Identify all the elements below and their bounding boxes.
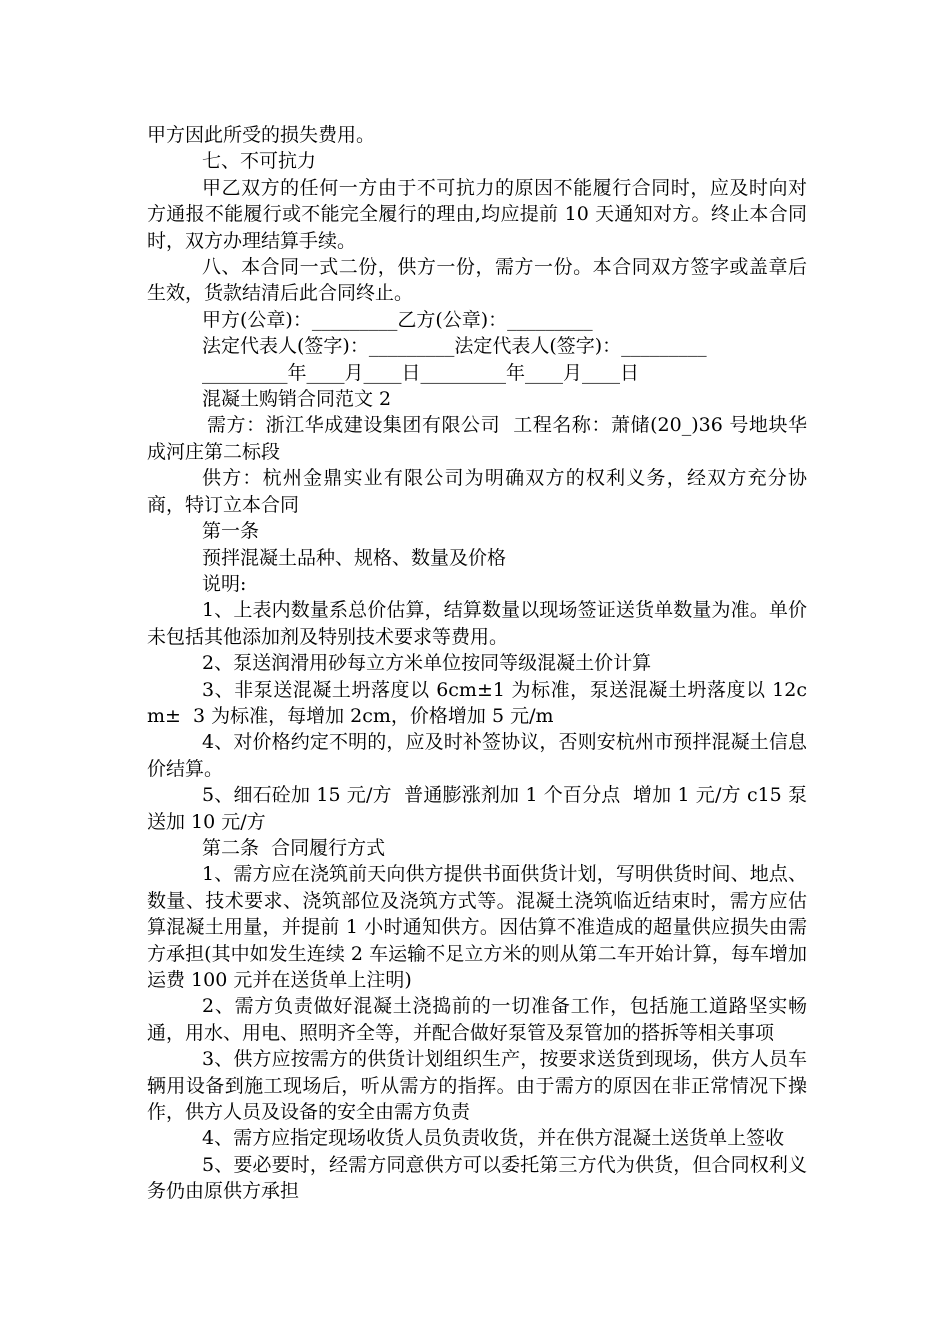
signature-representative-line: 法定代表人(签字)：_________法定代表人(签字)：_________ — [202, 335, 707, 358]
section-title: 混凝土购销合同范文 2 — [202, 388, 392, 411]
paragraph-force-majeure: 甲乙双方的任何一方由于不可抗力的原因不能履行合同时，应及时向对方通报不能履行或不能完全履行的理由,均应提前 10 天通知对方。终止本合同时，双方办理结算手续。 — [147, 176, 807, 252]
note-item-1: 1、上表内数量系总价估算，结算数量以现场签证送货单数量为准。单价未包括其他添加剂及特别技术要求等费用。 — [147, 599, 807, 648]
article-two-heading: 第二条 合同履行方式 — [202, 836, 386, 859]
paragraph-buyer: 需方：浙江华成建设集团有限公司 工程名称：萧储(20_)36 号地块华成河庄第二标段 — [147, 414, 807, 463]
article-two-item-4: 4、需方应指定现场收货人员负责收货，并在供方混凝土送货单上签收 — [202, 1127, 785, 1150]
note-item-2: 2、泵送润滑用砂每立方米单位按同等级混凝土价计算 — [202, 652, 652, 675]
notes-label: 说明: — [202, 572, 247, 595]
article-one-subheading: 预拌混凝土品种、规格、数量及价格 — [202, 546, 507, 569]
paragraph-supplier: 供方：杭州金鼎实业有限公司为明确双方的权利义务，经双方充分协商，特订立本合同 — [147, 467, 807, 516]
article-two-item-3: 3、供方应按需方的供货计划组织生产，按要求送货到现场，供方人员车辆用设备到施工现场后，听从需方的指挥。由于需方的原因在非正常情况下操作，供方人员及设备的安全由需方负责 — [147, 1048, 807, 1124]
note-item-4: 4、对价格约定不明的，应及时补签协议，否则安杭州市预拌混凝土信息价结算。 — [147, 731, 807, 780]
paragraph-loss-cost: 甲方因此所受的损失费用。 — [147, 124, 376, 146]
document-body — [147, 122, 807, 1205]
article-two-item-2: 2、需方负责做好混凝土浇捣前的一切准备工作，包括施工道路坚实畅通，用水、用电、照明齐全等，并配合做好泵管及泵管加的搭拆等相关事项 — [147, 995, 807, 1044]
signature-seal-line: 甲方(公章)：_________乙方(公章)：_________ — [202, 308, 593, 331]
note-item-5: 5、细石砼加 15 元/方 普通膨涨剂加 1 个百分点 增加 1 元/方 c15 泵送加 10 元/方 — [147, 784, 807, 833]
article-two-item-5: 5、要必要时，经需方同意供方可以委托第三方代为供货，但合同权利义务仍由原供方承担 — [147, 1153, 807, 1203]
article-one-heading: 第一条 — [202, 520, 260, 543]
heading-force-majeure: 七、不可抗力 — [202, 150, 317, 173]
signature-date-line: _________年____月____日_________年____月____日 — [202, 361, 640, 384]
note-item-3: 3、非泵送混凝土坍落度以 6cm±1 为标准，泵送混凝土坍落度以 12cm± 3 为标准，每增加 2cm，价格增加 5 元/m — [147, 678, 807, 727]
article-two-item-1: 1、需方应在浇筑前天向供方提供书面供货计划，写明供货时间、地点、数量、技术要求、浇筑部位及浇筑方式等。混凝土浇筑临近结束时，需方应估算混凝土用量，并提前 1 小时通知供方。因估算不准造成的超量供应损失由需方承担(其中如发生连续 2 车运输不足立方米的则从第二车开始计算，每车增加运费 100 元并在送货单上注明) — [147, 863, 807, 991]
paragraph-copies: 八、本合同一式二份，供方一份，需方一份。本合同双方签字或盖章后生效，货款结清后此合同终止。 — [147, 256, 807, 305]
